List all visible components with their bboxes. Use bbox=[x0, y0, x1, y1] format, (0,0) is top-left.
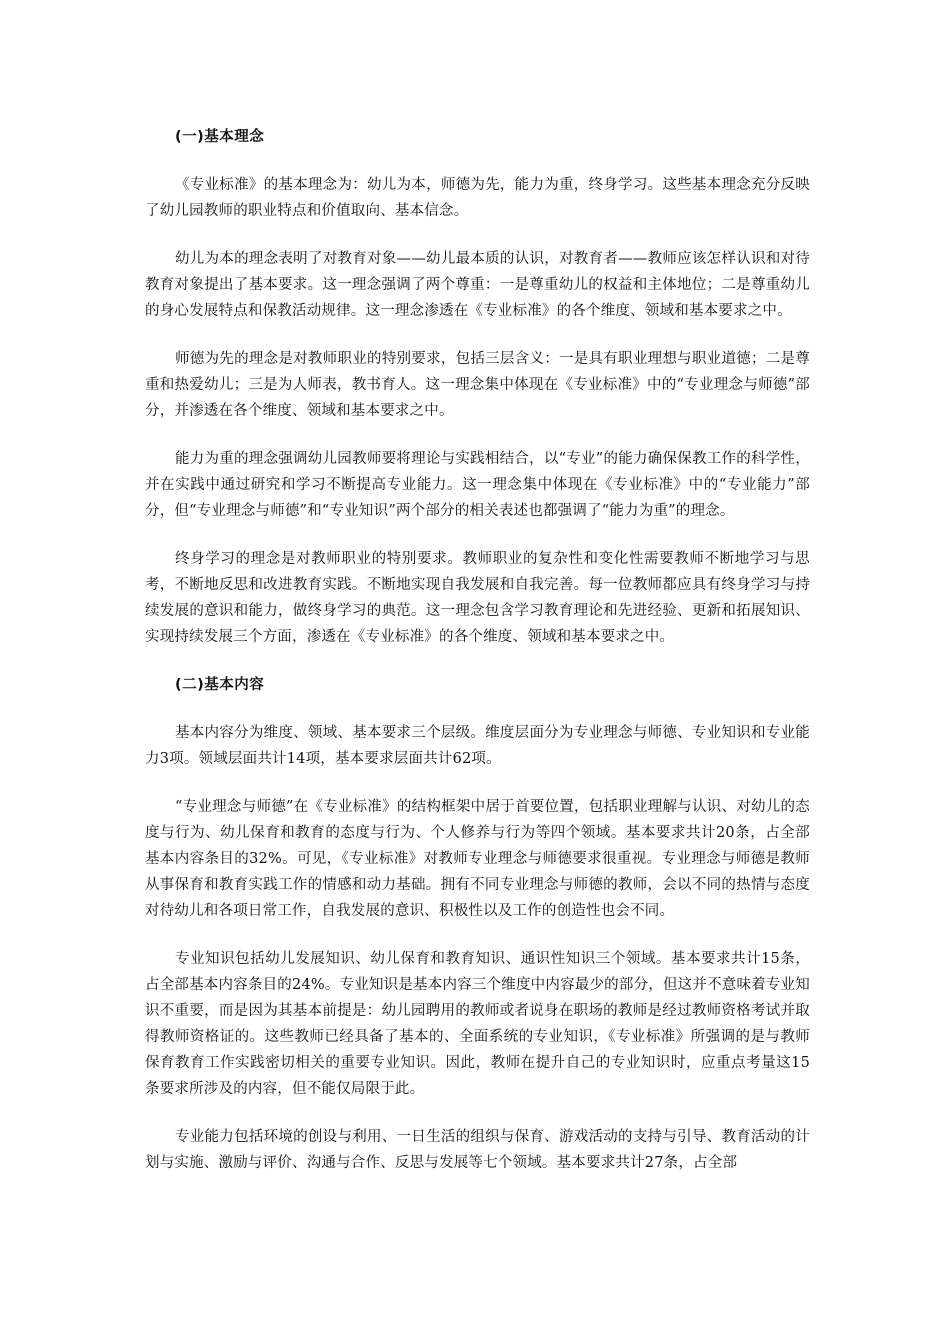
paragraph: 能力为重的理念强调幼儿园教师要将理论与实践相结合，以“专业”的能力确保保教工作的科学性，并在实践中通过研究和学习不断提高专业能力。这一理念集中体现在《专业标准》中的“专业能力”部分，但“专业理念与师德”和“专业知识”两个部分的相关表述也都强调了“能力为重”的理念。 bbox=[145, 451, 810, 519]
paragraph: 专业知识包括幼儿发展知识、幼儿保育和教育知识、通识性知识三个领域。基本要求共计15条，占全部基本内容条目的24%。专业知识是基本内容三个维度中内容最少的部分，但这并不意味着专业知识不重要，而是因为其基本前提是：幼儿园聘用的教师或者说身在职场的教师是经过教师资格考试并取得教师资格证的。这些教师已经具备了基本的、全面系统的专业知识，《专业标准》所强调的是与教师保育教育工作实践密切相关的重要专业知识。因此，教师在提升自己的专业知识时，应重点考量这15条要求所涉及的内容，但不能仅局限于此。 bbox=[145, 951, 810, 1097]
section-heading: (二)基本内容 bbox=[175, 677, 265, 693]
section-basic-content bbox=[145, 672, 810, 1176]
paragraph: “专业理念与师德”在《专业标准》的结构框架中居于首要位置，包括职业理解与认识、对幼儿的态度与行为、幼儿保育和教育的态度与行为、个人修养与行为等四个领域。基本要求共计20条，占全部基本内容条目的32%。可见，《专业标准》对教师专业理念与师德要求很重视。专业理念与师德是教师从事保育和教育实践工作的情感和动力基础。拥有不同专业理念与师德的教师，会以不同的热情与态度对待幼儿和各项日常工作，自我发展的意识、积极性以及工作的创造性也会不同。 bbox=[145, 799, 810, 919]
paragraph: 师德为先的理念是对教师职业的特别要求，包括三层含义：一是具有职业理想与职业道德；二是尊重和热爱幼儿；三是为人师表，教书育人。这一理念集中体现在《专业标准》中的“专业理念与师德”部分，并渗透在各个维度、领域和基本要求之中。 bbox=[145, 351, 810, 419]
section-basic-concepts bbox=[145, 124, 810, 650]
paragraph: 《专业标准》的基本理念为：幼儿为本，师德为先，能力为重，终身学习。这些基本理念充分反映了幼儿园教师的职业特点和价值取向、基本信念。 bbox=[145, 177, 810, 219]
paragraph: 专业能力包括环境的创设与利用、一日生活的组织与保育、游戏活动的支持与引导、教育活动的计划与实施、激励与评价、沟通与合作、反思与发展等七个领域。基本要求共计27条，占全部 bbox=[145, 1129, 810, 1171]
paragraph: 基本内容分为维度、领域、基本要求三个层级。维度层面分为专业理念与师德、专业知识和专业能力3项。领域层面共计14项，基本要求层面共计62项。 bbox=[145, 725, 810, 767]
paragraph: 幼儿为本的理念表明了对教育对象——幼儿最本质的认识，对教育者——教师应该怎样认识和对待教育对象提出了基本要求。这一理念强调了两个尊重：一是尊重幼儿的权益和主体地位；二是尊重幼儿的身心发展特点和保教活动规律。这一理念渗透在《专业标准》的各个维度、领域和基本要求之中。 bbox=[145, 251, 810, 319]
section-heading: (一)基本理念 bbox=[175, 129, 265, 145]
document-page bbox=[145, 112, 810, 1198]
paragraph: 终身学习的理念是对教师职业的特别要求。教师职业的复杂性和变化性需要教师不断地学习与思考，不断地反思和改进教育实践。不断地实现自我发展和自我完善。每一位教师都应具有终身学习与持续发展的意识和能力，做终身学习的典范。这一理念包含学习教育理论和先进经验、更新和拓展知识、实现持续发展三个方面，渗透在《专业标准》的各个维度、领域和基本要求之中。 bbox=[145, 551, 810, 645]
